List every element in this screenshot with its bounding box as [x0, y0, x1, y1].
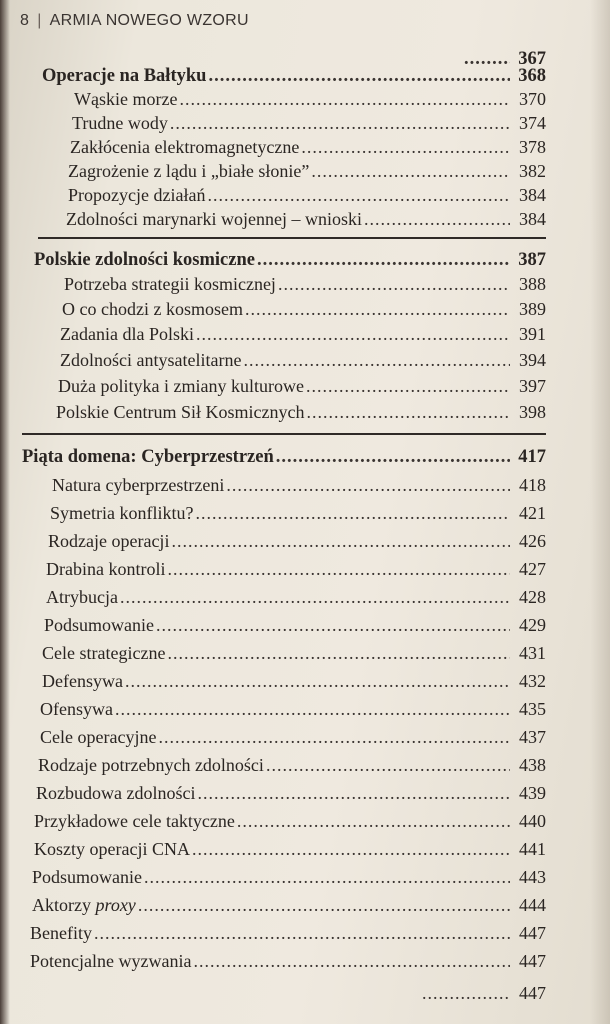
- toc-entry: [32, 892, 546, 918]
- toc-page-number: 387: [518, 250, 546, 270]
- toc-entry: [50, 500, 546, 526]
- toc-page-number: 367: [518, 49, 546, 69]
- toc-page-number: 443: [519, 867, 546, 887]
- toc-entry: [66, 206, 546, 232]
- toc-entry-title: Koszty operacji CNA: [34, 839, 190, 859]
- toc-entry-title: Ofensywa: [40, 699, 113, 719]
- toc-page-number: 382: [519, 161, 546, 181]
- toc-page-number: 432: [519, 671, 546, 691]
- leader-dots: [311, 158, 510, 184]
- toc-page-number: 444: [519, 895, 546, 915]
- leader-dots: [226, 472, 510, 498]
- toc-page-number: 378: [519, 137, 546, 157]
- leader-dots: [158, 724, 510, 750]
- leader-dots: [156, 612, 510, 638]
- toc-entry: [48, 528, 546, 554]
- leader-dots: [192, 836, 510, 862]
- toc-entry-title: Atrybucja: [46, 587, 118, 607]
- toc-page-number: 389: [519, 299, 546, 319]
- leader-dots: [196, 321, 510, 347]
- running-head-separator: |: [37, 12, 42, 29]
- toc-page-number: 435: [519, 699, 546, 719]
- toc-entry-title: Wąskie morze: [74, 89, 178, 109]
- toc-entry: [40, 696, 546, 722]
- book-title: ARMIA NOWEGO WZORU: [49, 12, 249, 29]
- toc-page-number: 426: [519, 531, 546, 551]
- toc-entry: [60, 347, 546, 373]
- toc-page-number: 440: [519, 811, 546, 831]
- toc-entry: [60, 321, 546, 347]
- toc-entry-title: Drabina kontroli: [46, 559, 166, 579]
- toc-entry-title: Przykładowe cele taktyczne: [34, 811, 235, 831]
- toc-entry-title: Zadania dla Polski: [60, 324, 194, 344]
- toc-entry-title: Propozycje działań: [68, 185, 206, 205]
- toc-entry-title: Potencjalne wyzwania: [30, 951, 192, 971]
- leader-dots: [245, 296, 510, 322]
- toc-entry: [36, 780, 546, 806]
- toc-page-number: 428: [519, 587, 546, 607]
- leader-dots: [306, 399, 510, 425]
- toc-entry: [40, 724, 546, 750]
- toc-entry-title: O co chodzi z kosmosem: [62, 299, 243, 319]
- toc-entry: [62, 296, 546, 322]
- toc-entry-title-italic: proxy: [95, 895, 136, 915]
- leader-dots: [195, 500, 510, 526]
- toc-entry: [58, 373, 546, 399]
- toc-page-number: 374: [519, 113, 546, 133]
- toc-section-title: Operacje na Bałtyku: [42, 66, 207, 86]
- leader-dots: [193, 948, 510, 974]
- toc-entry-title: Rodzaje potrzebnych zdolności: [38, 755, 264, 775]
- leader-dots: [94, 920, 510, 946]
- toc-entry: [72, 110, 546, 136]
- toc-section-title: Piąta domena: Cyberprzestrzeń: [22, 447, 274, 467]
- toc-page-number: 437: [519, 727, 546, 747]
- toc-page-number: 398: [519, 402, 546, 422]
- toc-page-number: 447: [519, 923, 546, 943]
- leader-dots: [115, 696, 510, 722]
- toc-entry-title: Polskie Centrum Sił Kosmicznych: [56, 402, 305, 422]
- toc-entry: [34, 836, 546, 862]
- leader-dots: [144, 864, 510, 890]
- leader-dots: [170, 110, 510, 136]
- toc-entry-title: Duża polityka i zmiany kulturowe: [58, 376, 304, 396]
- toc-page-number: 441: [519, 839, 546, 859]
- toc-page-number: 397: [519, 376, 546, 396]
- toc-entry: [56, 399, 546, 425]
- toc-section-title: Polskie zdolności kosmiczne: [34, 250, 255, 270]
- toc-page-number: 368: [518, 66, 546, 86]
- toc-entry-title: Symetria konfliktu?: [50, 503, 194, 523]
- toc-entry: [42, 640, 546, 666]
- toc-entry: [46, 556, 546, 582]
- toc-entry-title: Natura cyberprzestrzeni: [52, 475, 225, 495]
- toc-page-number: 394: [519, 350, 546, 370]
- toc-entry: [420, 980, 546, 1006]
- toc-entry-title: Cele strategiczne: [42, 643, 166, 663]
- toc-page-number: 370: [519, 89, 546, 109]
- toc-entry-title: Rozbudowa zdolności: [36, 783, 196, 803]
- leader-dots: [138, 892, 510, 918]
- leader-dots: [266, 752, 510, 778]
- toc-entry-title: Cele operacyjne: [40, 727, 157, 747]
- leader-dots: [125, 668, 510, 694]
- leader-dots: [207, 182, 510, 208]
- leader-dots: [237, 808, 510, 834]
- toc-page-number: 418: [519, 475, 546, 495]
- toc-page-number: 439: [519, 783, 546, 803]
- leader-dots: [167, 556, 510, 582]
- toc-entry: [46, 584, 546, 610]
- toc-entry-title: Zagrożenie z lądu i „białe słonie”: [68, 161, 310, 181]
- toc-entry-title: Defensywa: [42, 671, 123, 691]
- toc-entry-title: Benefity: [30, 923, 92, 943]
- leader-dots: [276, 444, 510, 470]
- toc-entry-title: Zakłócenia elektromagnetyczne: [70, 137, 300, 157]
- toc-page-number: 384: [519, 185, 546, 205]
- toc-entry: [30, 948, 546, 974]
- leader-dots: [278, 271, 510, 297]
- toc-entry-title: Zdolności antysatelitarne: [60, 350, 242, 370]
- toc-entry: [32, 864, 546, 890]
- leader-dots: [197, 780, 510, 806]
- section-divider: [38, 237, 546, 239]
- toc-entry: [42, 668, 546, 694]
- toc-entry: [52, 472, 546, 498]
- toc-page-number: 438: [519, 755, 546, 775]
- toc-page-number: 447: [519, 983, 546, 1003]
- leader-dots: [301, 134, 510, 160]
- toc-entry-title: Zdolności marynarki wojennej – wnioski: [66, 209, 362, 229]
- toc-entry: [38, 752, 546, 778]
- toc-page-number: 391: [519, 324, 546, 344]
- leader-dots: [179, 86, 510, 112]
- toc-entry-title: Podsumowanie: [32, 867, 142, 887]
- toc-entry-section: [34, 247, 546, 273]
- leader-dots: [257, 247, 510, 273]
- toc-entry: [30, 920, 546, 946]
- toc-page-number: 427: [519, 559, 546, 579]
- leader-dots: [422, 980, 510, 1006]
- toc-page-number: 421: [519, 503, 546, 523]
- toc-page-number: 431: [519, 643, 546, 663]
- toc-page-number: 429: [519, 615, 546, 635]
- toc-entry: [44, 612, 546, 638]
- leader-dots: [171, 528, 510, 554]
- toc-page-number: 388: [519, 274, 546, 294]
- toc-page-number: 447: [519, 951, 546, 971]
- toc-entry: [34, 808, 546, 834]
- toc-entry: [68, 182, 546, 208]
- toc-entry: [74, 86, 546, 112]
- toc-page-number: 384: [519, 209, 546, 229]
- toc-entry-section: [22, 444, 546, 470]
- leader-dots: [167, 640, 510, 666]
- leader-dots: [364, 206, 510, 232]
- section-divider: [22, 433, 546, 435]
- toc-entry-title: Podsumowanie: [44, 615, 154, 635]
- leader-dots: [306, 373, 510, 399]
- toc-page-number: 417: [518, 447, 546, 467]
- toc-entry-title-text: Aktorzy: [32, 895, 91, 915]
- toc-entry-title: [32, 892, 136, 918]
- toc-entry: [68, 158, 546, 184]
- toc-entry-title: Rodzaje operacji: [48, 531, 170, 551]
- toc-entry: [70, 134, 546, 160]
- leader-dots: [243, 347, 510, 373]
- toc-entry: [64, 271, 546, 297]
- toc-entry-title: Trudne wody: [72, 113, 168, 133]
- toc-entry-title: Potrzeba strategii kosmicznej: [64, 274, 276, 294]
- page-number: 8: [20, 12, 30, 29]
- leader-dots: [120, 584, 510, 610]
